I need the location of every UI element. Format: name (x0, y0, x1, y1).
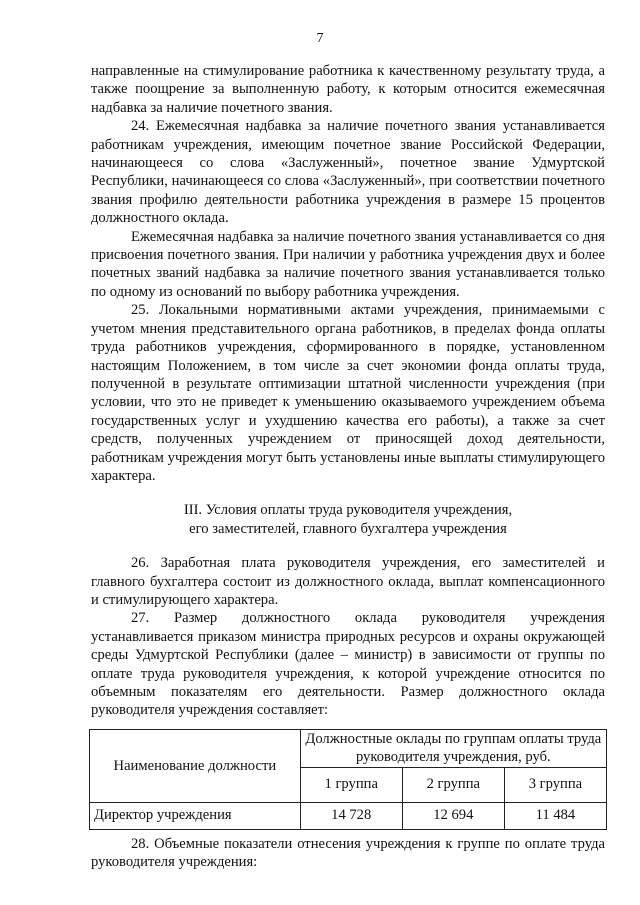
paragraph-continuation: направленные на стимулирование работника к качественному результату труда, а также поощрение за выполненную работу, к которым относится ежемесячная надбавка за наличие почетного звания. (91, 63, 605, 116)
table-header-row (90, 729, 607, 767)
paragraph-25: 25. Локальными нормативными актами учреждения, принимаемыми с учетом мнения представительного органа работников, в пределах фонда оплаты труда работников учреждения, сформированного в порядке, установленном настоящим Положением, в том числе за счет экономии фонда оплаты труда, полученной в результате оптимизации штатной численности учреждения (при условии, что это не приведет к уменьшению оказываемого учреждением объема государственных услуг и ухудшению качества его работы), а также за счет средств, полученных учреждением от приносящей доход деятельности, работникам учреждения могут быть установлены иные выплаты стимулирующего характера. (91, 302, 605, 484)
table-row (90, 802, 607, 829)
table-cell-group-1: 14 728 (300, 802, 402, 829)
paragraph-honorary-title-date: Ежемесячная надбавка за наличие почетного звания устанавливается со дня присвоения почетного звания. При наличии у работника учреждения двух и более почетных званий надбавка за наличие почетного звания устанавливается только по одному из оснований по выбору работника учреждения. (91, 228, 605, 300)
table-header-groups: Должностные оклады по группам оплаты труда руководителя учреждения, руб. (300, 729, 606, 767)
table-cell-group-3: 11 484 (504, 802, 606, 829)
salary-table (89, 729, 607, 830)
paragraph-24: 24. Ежемесячная надбавка за наличие почетного звания устанавливается работникам учреждения, имеющим почетное звание Российской Федерации, начинающееся со слова «Заслуженный», почетное звание Удмуртской Республики, начинающееся со слова «Заслуженный», при соответствии почетного звания профилю деятельности работника учреждения в размере 15 процентов должностного оклада. (91, 118, 605, 227)
table-header-group-3: 3 группа (504, 767, 606, 802)
table-cell-position: Директор учреждения (90, 802, 301, 829)
document-body (91, 62, 605, 871)
page-number: 7 (316, 31, 324, 46)
section-heading (91, 501, 605, 538)
paragraph-26: 26. Заработная плата руководителя учреждения, его заместителей и главного бухгалтера состоит из должностного оклада, выплат компенсационного и стимулирующего характера. (91, 555, 605, 608)
section-heading-line-1: III. Условия оплаты труда руководителя учреждения, (183, 502, 513, 519)
paragraph-28: 28. Объемные показатели отнесения учреждения к группе по оплате труда руководителя учреждения: (91, 835, 605, 871)
table-header-position: Наименование должности (90, 729, 301, 802)
table-header-group-1: 1 группа (300, 767, 402, 802)
table-cell-group-2: 12 694 (402, 802, 504, 829)
paragraph-27: 27. Размер должностного оклада руководителя учреждения устанавливается приказом министра природных ресурсов и охраны окружающей среды Удмуртской Республики (далее – министр) в зависимости от группы по оплате труда руководителя учреждения, к которой учреждение относится по объемным показателям его деятельности. Размер должностного оклада руководителя учреждения составляет: (91, 610, 605, 719)
table-header-group-2: 2 группа (402, 767, 504, 802)
section-heading-line-2: его заместителей, главного бухгалтера учреждения (189, 520, 507, 537)
